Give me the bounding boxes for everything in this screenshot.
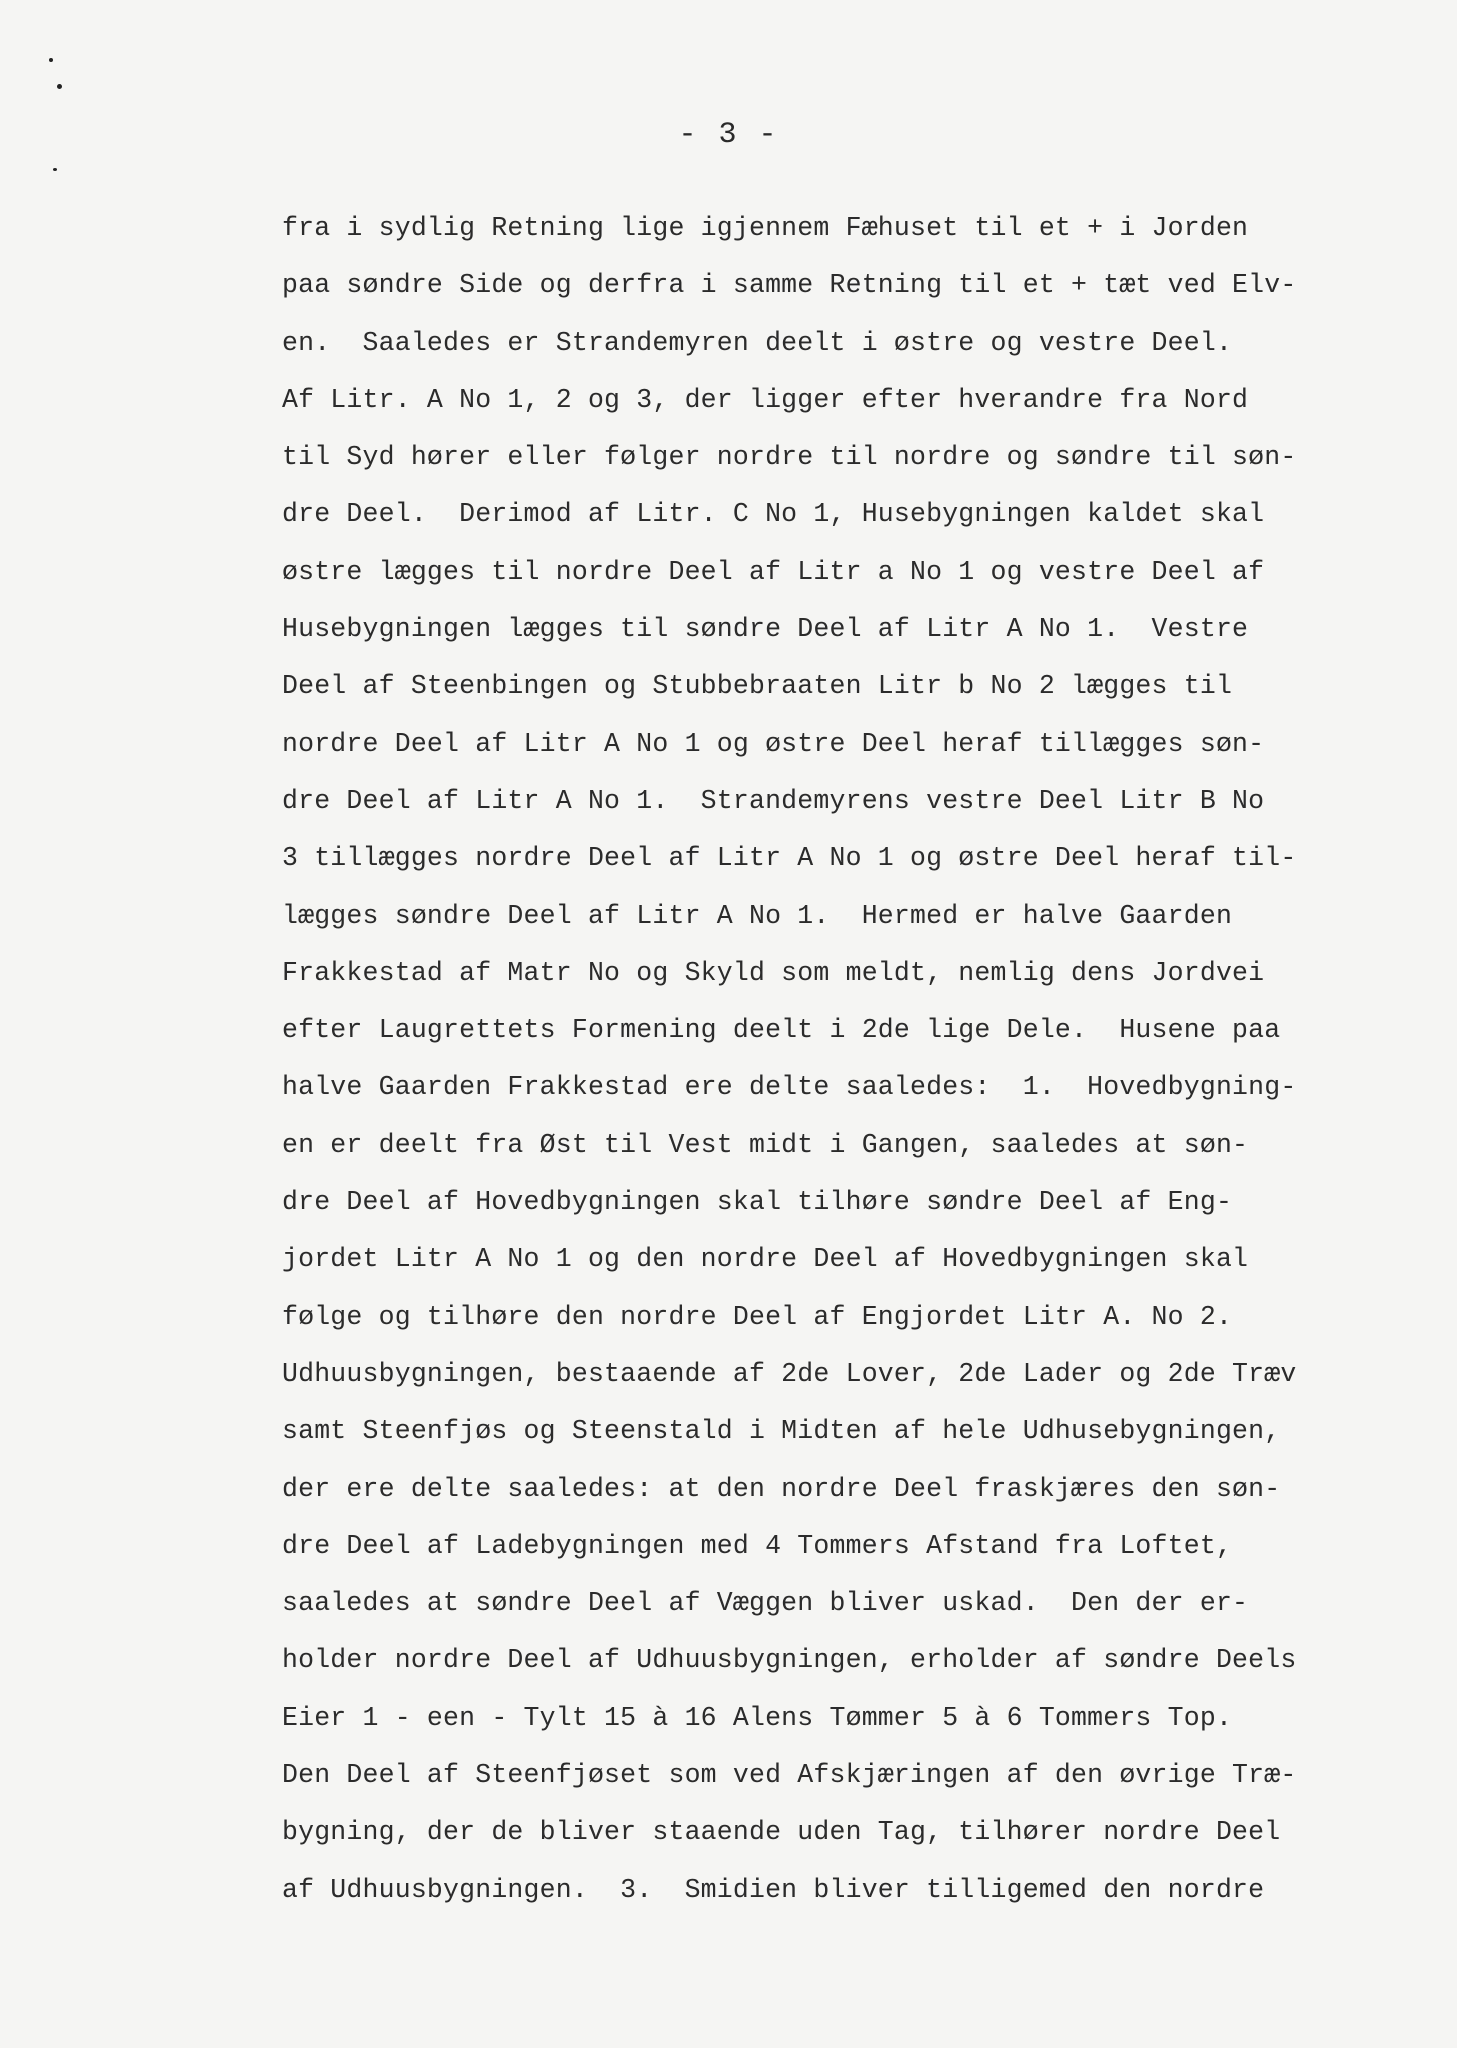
text-line: der ere delte saaledes: at den nordre Deel fraskjæres den søn- [282, 1473, 1281, 1504]
text-line: nordre Deel af Litr A No 1 og østre Deel heraf tillægges søn- [282, 728, 1265, 759]
text-line: Frakkestad af Matr No og Skyld som meldt, nemlig dens Jordvei [282, 957, 1265, 988]
text-line: efter Laugrettets Formening deelt i 2de lige Dele. Husene paa [282, 1015, 1281, 1046]
text-line: Den Deel af Steenfjøset som ved Afskjæringen af den øvrige Træ- [282, 1760, 1297, 1791]
punch-mark-top [49, 58, 53, 62]
text-line: østre lægges til nordre Deel af Litr a No 1 og vestre Deel af [282, 556, 1265, 587]
text-line: dre Deel af Hovedbygningen skal tilhøre søndre Deel af Eng- [282, 1187, 1233, 1218]
text-line: dre Deel af Ladebygningen med 4 Tommers Afstand fra Loftet, [282, 1530, 1233, 1561]
text-line: halve Gaarden Frakkestad ere delte saaledes: 1. Hovedbygning- [282, 1072, 1297, 1103]
text-line: en. Saaledes er Strandemyren deelt i østre og vestre Deel. [282, 327, 1233, 358]
text-line: Deel af Steenbingen og Stubbebraaten Litr b No 2 lægges til [282, 671, 1233, 702]
punch-mark-middle [57, 84, 62, 89]
text-line: holder nordre Deel af Udhuusbygningen, erholder af søndre Deels [282, 1645, 1297, 1676]
text-line: Eier 1 - een - Tylt 15 à 16 Alens Tømmer 5 à 6 Tommers Top. [282, 1702, 1233, 1733]
text-line: dre Deel. Derimod af Litr. C No 1, Husebygningen kaldet skal [282, 499, 1265, 530]
text-line: jordet Litr A No 1 og den nordre Deel af Hovedbygningen skal [282, 1244, 1249, 1275]
typewritten-text-block [282, 200, 1392, 1919]
text-line: saaledes at søndre Deel af Væggen bliver uskad. Den der er- [282, 1588, 1249, 1619]
text-line: en er deelt fra Øst til Vest midt i Gangen, saaledes at søn- [282, 1129, 1249, 1160]
text-line: bygning, der de bliver staaende uden Tag, tilhører nordre Deel [282, 1817, 1281, 1848]
text-line: fra i sydlig Retning lige igjennem Fæhuset til et + i Jorden [282, 213, 1249, 243]
text-line: Udhuusbygningen, bestaaende af 2de Lover, 2de Lader og 2de Træv [282, 1358, 1297, 1389]
text-line: dre Deel af Litr A No 1. Strandemyrens vestre Deel Litr B No [282, 785, 1265, 816]
text-line: lægges søndre Deel af Litr A No 1. Hermed er halve Gaarden [282, 900, 1233, 931]
punch-mark-bottom [53, 168, 57, 171]
text-line: til Syd hører eller følger nordre til nordre og søndre til søn- [282, 442, 1297, 473]
text-line: 3 tillægges nordre Deel af Litr A No 1 og østre Deel heraf til- [282, 843, 1297, 874]
text-line: Husebygningen lægges til søndre Deel af Litr A No 1. Vestre [282, 614, 1249, 645]
text-line: Af Litr. A No 1, 2 og 3, der ligger efter hverandre fra Nord [282, 384, 1249, 415]
text-line: af Udhuusbygningen. 3. Smidien bliver tilligemed den nordre [282, 1874, 1265, 1905]
text-line: paa søndre Side og derfra i samme Retning til et + tæt ved Elv- [282, 270, 1297, 301]
page-number: - 3 - [678, 118, 779, 152]
text-line: samt Steenfjøs og Steenstald i Midten af hele Udhusebygningen, [282, 1416, 1281, 1447]
text-line: følge og tilhøre den nordre Deel af Engjordet Litr A. No 2. [282, 1301, 1233, 1332]
